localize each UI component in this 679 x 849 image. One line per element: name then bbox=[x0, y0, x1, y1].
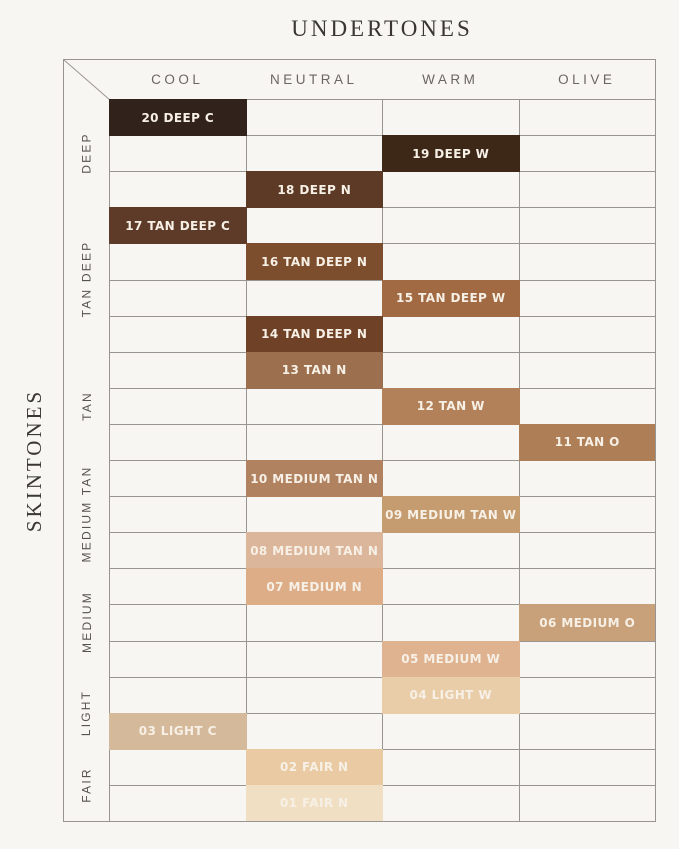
skintone-group-label: TAN bbox=[79, 390, 94, 421]
shade-10-medium-tan-n: 10 MEDIUM TAN N bbox=[246, 460, 384, 497]
skintone-group-medium-tan bbox=[64, 460, 109, 568]
shade-03-light-c: 03 LIGHT C bbox=[109, 713, 247, 750]
skintone-group-label: FAIR bbox=[79, 767, 94, 803]
corner-diagonal-line bbox=[64, 60, 110, 100]
chart-title: UNDERTONES bbox=[291, 16, 473, 41]
shade-13-tan-n: 13 TAN N bbox=[246, 352, 384, 389]
undertone-header-neutral: NEUTRAL bbox=[269, 72, 358, 87]
undertone-header-cool: COOL bbox=[151, 72, 204, 87]
shade-15-tan-deep-w: 15 TAN DEEP W bbox=[382, 280, 520, 317]
skintone-group-tan-deep bbox=[64, 207, 109, 351]
shade-12-tan-w: 12 TAN W bbox=[382, 388, 520, 425]
skintone-group-light bbox=[64, 677, 109, 749]
skintone-group-label: MEDIUM bbox=[79, 591, 94, 654]
y-axis-title: SKINTONES bbox=[22, 388, 47, 532]
shade-04-light-w: 04 LIGHT W bbox=[382, 677, 520, 714]
shade-05-medium-w: 05 MEDIUM W bbox=[382, 641, 520, 678]
shade-08-medium-tan-n: 08 MEDIUM TAN N bbox=[246, 532, 384, 569]
shade-20-deep-c: 20 DEEP C bbox=[109, 99, 247, 136]
y-axis-title-wrap bbox=[8, 98, 62, 822]
shade-17-tan-deep-c: 17 TAN DEEP C bbox=[109, 207, 247, 244]
shade-02-fair-n: 02 FAIR N bbox=[246, 749, 384, 786]
shade-14-tan-deep-n: 14 TAN DEEP N bbox=[246, 316, 384, 353]
skintone-group-label: DEEP bbox=[79, 132, 94, 174]
skintone-group-label: TAN DEEP bbox=[79, 241, 94, 318]
undertone-header-olive: OLIVE bbox=[558, 72, 616, 87]
shade-matrix-table bbox=[63, 59, 656, 822]
skintone-group-label: MEDIUM TAN bbox=[79, 465, 94, 563]
skintone-group-deep bbox=[64, 99, 109, 207]
shade-11-tan-o: 11 TAN O bbox=[519, 424, 657, 461]
shade-19-deep-w: 19 DEEP W bbox=[382, 135, 520, 172]
shade-07-medium-n: 07 MEDIUM N bbox=[246, 568, 384, 605]
skintone-group-fair bbox=[64, 749, 109, 821]
shade-16-tan-deep-n: 16 TAN DEEP N bbox=[246, 243, 384, 280]
shade-01-fair-n: 01 FAIR N bbox=[246, 785, 384, 822]
skintone-group-label: LIGHT bbox=[79, 689, 94, 736]
undertone-header-warm: WARM bbox=[422, 72, 479, 87]
skintone-group-tan bbox=[64, 352, 109, 460]
shade-06-medium-o: 06 MEDIUM O bbox=[519, 604, 657, 641]
shade-18-deep-n: 18 DEEP N bbox=[246, 171, 384, 208]
skintone-group-medium bbox=[64, 568, 109, 676]
shade-09-medium-tan-w: 09 MEDIUM TAN W bbox=[382, 496, 520, 533]
